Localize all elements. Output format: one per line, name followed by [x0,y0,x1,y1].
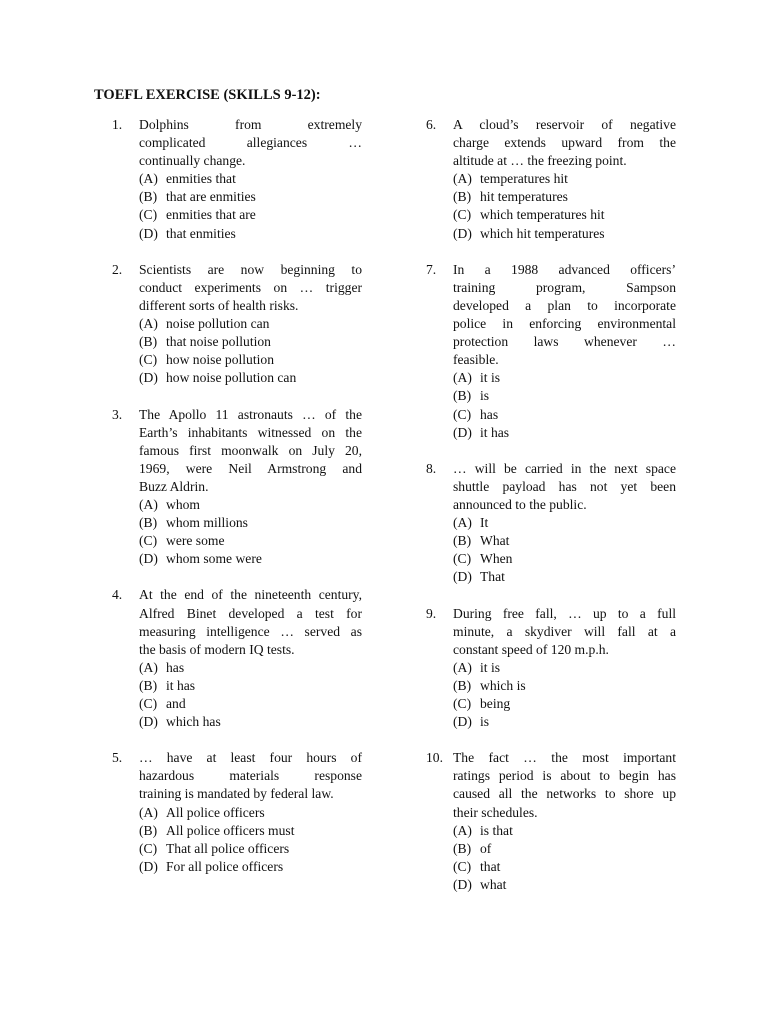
answer-option [453,225,676,243]
question-item [112,116,362,243]
option-text: enmities that [166,171,236,187]
question-stem-line: 1969, were Neil Armstrong and [139,460,362,476]
question-stem [139,116,362,170]
question-stem-line: shuttle payload has not yet been [453,478,676,494]
answer-option [139,695,362,713]
option-text: what [480,876,507,892]
question-stem [139,406,362,496]
option-text: That [480,569,505,585]
option-text: it has [480,424,510,440]
question-stem [453,116,676,170]
answer-option [453,188,676,206]
question-stem-line: measuring intelligence … served as [139,623,362,639]
option-letter: (C) [139,352,158,368]
answer-option [139,514,362,532]
answer-option [453,532,676,550]
option-text: What [480,533,510,549]
question-stem-line: ratings period is about to begin has [453,768,676,784]
option-text: that are enmities [166,189,256,205]
question-item [112,261,362,388]
option-letter: (A) [453,822,472,838]
option-text: it has [166,677,196,693]
question-item [426,749,676,894]
option-letter: (B) [453,533,472,549]
answer-option [139,369,362,387]
question-number: 10. [426,750,443,766]
answer-option [453,659,676,677]
answer-option [139,351,362,369]
option-letter: (C) [139,840,158,856]
option-letter: (A) [453,171,472,187]
question-stem-line: complicated allegiances … [139,135,362,151]
answer-option [139,659,362,677]
question-stem-line: In a 1988 advanced officers’ [453,261,676,277]
option-letter: (D) [453,714,472,730]
answer-option [139,550,362,568]
question-stem [139,261,362,315]
question-stem-line: different sorts of health risks. [139,297,299,313]
option-text: being [480,696,511,711]
question-item [112,586,362,731]
option-letter: (C) [453,551,472,567]
question-stem-line: famous first moonwalk on July 20, [139,442,362,458]
option-text: that [480,858,501,874]
question-stem-line: training is mandated by federal law. [139,786,334,802]
option-text: were some [166,533,225,549]
option-text: enmities that are [166,207,256,223]
option-letter: (B) [139,189,158,205]
option-text: All police officers must [166,822,295,838]
option-letter: (D) [139,225,158,241]
answer-option [139,822,362,840]
question-stem-line: hazardous materials response [139,768,362,784]
answer-option [453,876,676,894]
answer-option [139,804,362,822]
answer-option [139,206,362,224]
question-stem-line: training program, Sampson [453,279,676,295]
option-text: which hit temperatures [480,225,605,241]
option-letter: (D) [139,370,158,386]
question-number: 7. [426,261,437,277]
option-letter: (A) [453,370,472,386]
answer-option [453,424,676,442]
option-letter: (D) [453,225,472,241]
option-text: whom some were [166,551,262,567]
option-letter: (B) [139,677,158,693]
question-stem-line: continually change. [139,153,246,169]
question-stem-line: protection laws whenever … [453,334,676,350]
option-letter: (D) [139,714,158,730]
question-item [112,406,362,569]
answer-option [453,514,676,532]
option-letter: (D) [139,551,158,567]
answer-option [453,858,676,876]
option-letter: (A) [453,659,472,675]
option-letter: (A) [139,316,158,332]
option-letter: (B) [139,822,158,838]
question-stem-line: Scientists are now beginning to [139,261,362,277]
question-stem [453,261,676,370]
option-letter: (C) [453,858,472,874]
question-stem-line: conduct experiments on … trigger [139,279,362,295]
option-letter: (C) [453,696,472,711]
answer-option [139,677,362,695]
option-text: it is [480,659,501,675]
option-text: which is [480,677,526,693]
option-text: and [166,696,186,711]
question-number: 4. [112,587,123,603]
question-number: 3. [112,406,123,422]
option-letter: (B) [139,334,158,350]
question-stem-line: The fact … the most important [453,750,676,766]
option-letter: (C) [453,406,472,422]
question-item [426,460,676,587]
option-letter: (C) [453,207,472,223]
question-number: 8. [426,460,437,476]
answer-option [453,713,676,731]
question-stem-line: police in enforcing environmental [453,316,676,332]
option-text: how noise pollution [166,352,274,368]
answer-option [139,840,362,858]
option-letter: (B) [453,840,472,856]
answer-option [139,315,362,333]
answer-option [139,858,362,876]
option-letter: (A) [139,804,158,820]
answer-option [453,840,676,858]
option-text: has [166,659,185,675]
right-question-column [426,116,676,894]
question-stem-line: … will be carried in the next space [453,460,676,476]
option-letter: (D) [453,424,472,440]
option-text: of [480,840,492,856]
option-text: It [480,515,489,531]
question-stem-line: constant speed of 120 m.p.h. [453,641,609,657]
question-stem-line: announced to the public. [453,496,587,512]
option-text: whom [166,496,200,512]
question-stem-line: feasible. [453,352,499,368]
option-letter: (A) [139,496,158,512]
option-text: has [480,406,499,422]
answer-option [453,369,676,387]
option-letter: (D) [453,876,472,892]
option-letter: (D) [139,858,158,874]
question-item [112,749,362,876]
answer-option [453,406,676,424]
answer-option [453,822,676,840]
question-stem-line: Alfred Binet developed a test for [139,605,362,621]
option-text: That all police officers [166,840,290,856]
option-text: is [480,388,490,404]
question-stem-line: charge extends upward from the [453,135,676,151]
answer-option [139,496,362,514]
option-letter: (B) [453,677,472,693]
question-stem-line: caused all the networks to shore up [453,786,676,802]
question-number: 9. [426,605,437,621]
answer-option [453,550,676,568]
question-stem-line: Earth’s inhabitants witnessed on the [139,424,362,440]
answer-option [139,170,362,188]
option-letter: (A) [139,171,158,187]
question-item [426,261,676,442]
option-text: that noise pollution [166,334,271,350]
option-text: is that [480,822,513,838]
question-stem-line: Buzz Aldrin. [139,478,209,494]
option-text: it is [480,370,501,386]
question-stem-line: their schedules. [453,804,538,820]
answer-option [453,695,676,713]
answer-option [139,333,362,351]
option-letter: (B) [453,189,472,205]
option-text: how noise pollution can [166,370,297,386]
option-letter: (C) [139,207,158,223]
question-stem [139,749,362,803]
answer-option [139,532,362,550]
answer-option [453,387,676,405]
question-stem [453,460,676,514]
question-stem-line: Dolphins from extremely [139,117,362,132]
exercise-title: TOEFL EXERCISE (SKILLS 9-12): [94,87,321,103]
option-letter: (D) [453,569,472,585]
question-stem-line: developed a plan to incorporate [453,297,676,313]
option-letter: (B) [139,515,158,531]
question-number: 6. [426,117,437,132]
option-text: that enmities [166,225,236,241]
answer-option [453,677,676,695]
left-question-column [112,116,362,876]
question-stem [453,749,676,821]
question-stem-line: the basis of modern IQ tests. [139,641,295,657]
question-number: 2. [112,261,123,277]
option-text: which has [166,714,221,730]
question-stem-line: The Apollo 11 astronauts … of the [139,406,362,422]
option-letter: (A) [453,515,472,531]
option-text: When [480,551,513,567]
option-text: is [480,714,490,730]
option-text: noise pollution can [166,316,270,332]
question-stem-line: At the end of the nineteenth century, [139,587,362,603]
question-stem-line: During free fall, … up to a full [453,605,676,621]
option-letter: (C) [139,696,158,711]
option-text: temperatures hit [480,171,568,187]
answer-option [139,225,362,243]
answer-option [139,713,362,731]
question-stem-line: A cloud’s reservoir of negative [453,117,676,132]
option-text: whom millions [166,515,248,531]
question-stem-line: altitude at … the freezing point. [453,153,627,169]
option-letter: (C) [139,533,158,549]
question-number: 5. [112,750,123,766]
answer-option [139,188,362,206]
option-letter: (A) [139,659,158,675]
option-text: For all police officers [166,858,284,874]
question-stem-line: minute, a skydiver will fall at a [453,623,676,639]
option-text: hit temperatures [480,189,568,205]
question-stem-line: … have at least four hours of [139,750,362,766]
option-text: which temperatures hit [480,207,605,223]
answer-option [453,568,676,586]
question-number: 1. [112,117,123,132]
question-item [426,116,676,243]
option-letter: (B) [453,388,472,404]
question-item [426,605,676,732]
answer-option [453,170,676,188]
question-stem [453,605,676,659]
answer-option [453,206,676,224]
option-text: All police officers [166,804,265,820]
question-stem [139,586,362,658]
